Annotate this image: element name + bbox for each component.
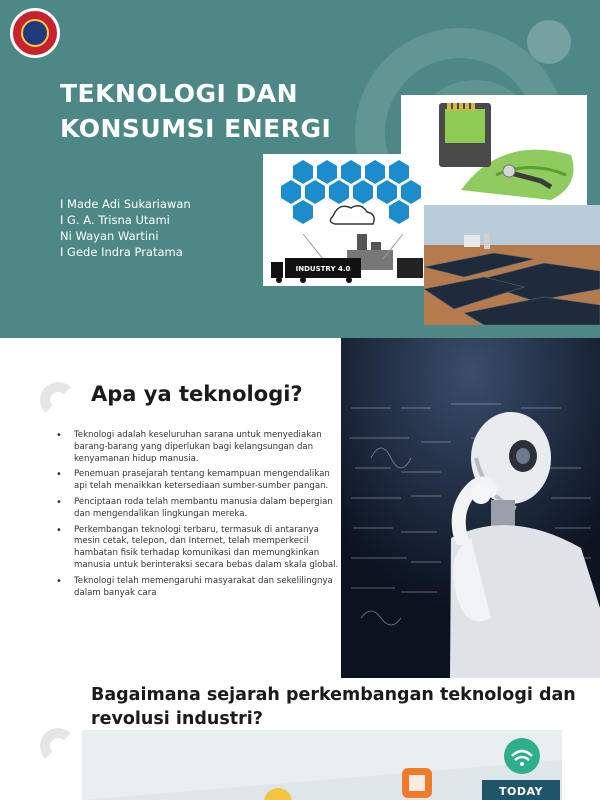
- university-logo: [10, 8, 60, 58]
- decorative-corner-arc: [40, 728, 76, 764]
- logo-emblem-icon: [21, 19, 49, 47]
- slide-heading: Bagaimana sejarah perkembangan teknologi dan revolusi industri?: [91, 685, 576, 729]
- thinking-robot-chalkboard-image: [341, 338, 600, 678]
- decorative-corner-arc: [40, 382, 76, 418]
- bullet-item: • Teknologi adalah keseluruhan sarana untuk menyediakan barang-barang yang diperlukan bagi kelangsungan dan kenyamanan hidup manusia.: [52, 430, 344, 465]
- bullet-item: • Teknologi telah memengaruhi masyarakat dan sekelilingnya dalam banyak cara: [52, 576, 344, 600]
- author-name: Ni Wayan Wartini: [60, 229, 159, 243]
- presentation-title: TEKNOLOGI DAN KONSUMSI ENERGI: [60, 79, 332, 143]
- slide-heading: Apa ya teknologi?: [91, 382, 303, 406]
- bullet-item: • Penemuan prasejarah tentang kemampuan mengendalikan api telah menaikkan ketersediaan sumber-sumber pangan.: [52, 469, 344, 493]
- bullet-list: [52, 430, 344, 603]
- decorative-dot: [527, 20, 571, 64]
- author-name: I G. A. Trisna Utami: [60, 213, 170, 227]
- bullet-item: • Penciptaan roda telah membantu manusia dalam bepergian dan mengendalikan lingkungan mereka.: [52, 497, 344, 521]
- author-name: I Made Adi Sukariawan: [60, 197, 191, 211]
- author-name: I Gede Indra Pratama: [60, 245, 183, 259]
- industry-4-illustration: [263, 154, 429, 286]
- bullet-item: • Perkembangan teknologi terbaru, termasuk di antaranya mesin cetak, telepon, dan Internet, telah memperkecil hambatan fisik terhadap komunikasi dan memungkinkan manusia untuk berinteraksi secara bebas dalam skala global.: [52, 525, 344, 572]
- industry-label: INDUSTRY 4.0: [295, 265, 351, 273]
- author-list: [60, 196, 191, 260]
- solar-panel-field-image: [424, 205, 600, 325]
- today-badge: TODAY: [482, 780, 560, 800]
- title-slide: [0, 0, 600, 338]
